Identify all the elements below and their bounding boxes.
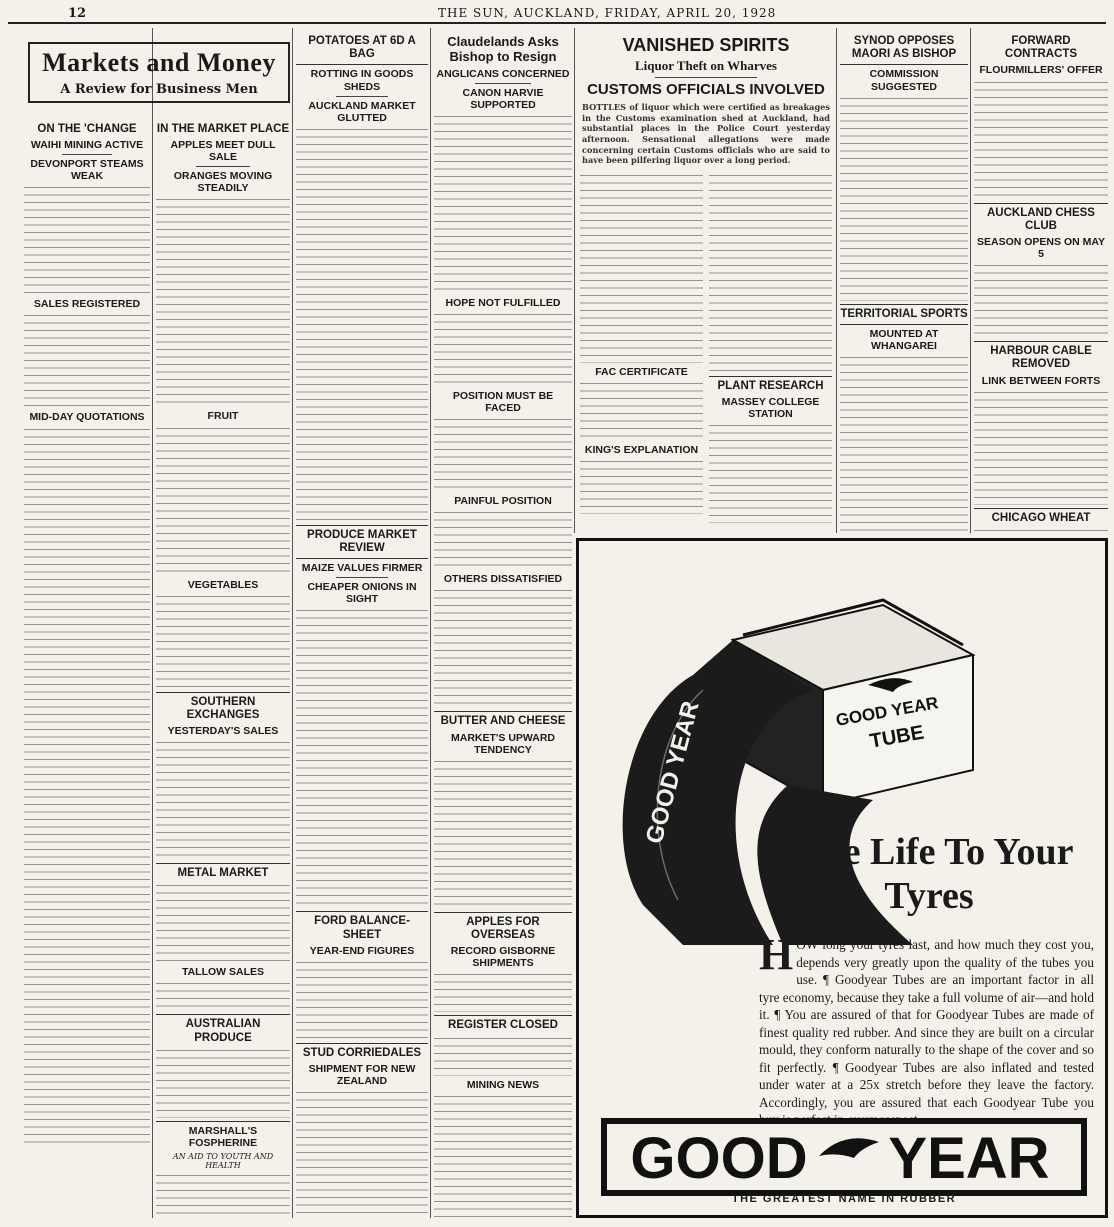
column-rule xyxy=(152,28,153,1218)
page-number: 12 xyxy=(68,6,87,21)
potatoes-sub: ROTTING IN GOODS SHEDS xyxy=(310,68,414,93)
article-text xyxy=(434,417,572,492)
article-text xyxy=(434,1036,572,1076)
article-text xyxy=(156,740,290,860)
plant-heading: PLANT RESEARCH xyxy=(717,379,824,392)
column-rule xyxy=(430,28,431,1218)
article-text xyxy=(974,80,1108,200)
goodyear-logo xyxy=(599,1116,1089,1198)
claudelands-sub-2: CANON HARVIE SUPPORTED xyxy=(462,86,544,111)
article-text xyxy=(156,197,290,407)
harbour-heading: HARBOUR CABLE REMOVED xyxy=(990,345,1092,371)
claudelands-heading: Claudelands Asks Bishop to Resign xyxy=(447,34,559,64)
column-synod xyxy=(840,32,968,536)
article-text xyxy=(580,173,703,363)
article-text xyxy=(580,381,703,441)
column-rule xyxy=(574,28,575,533)
article-text xyxy=(156,883,290,963)
synod-sub: COMMISSION SUGGESTED xyxy=(869,68,939,93)
column-rule xyxy=(970,28,971,533)
masthead xyxy=(8,4,1106,24)
ford-heading: FORD BALANCE-SHEET xyxy=(314,915,410,941)
tallow-heading: TALLOW SALES xyxy=(181,966,265,979)
market-place-sub-2: ORANGES MOVING STEADILY xyxy=(173,170,273,195)
article-text xyxy=(434,510,572,570)
change-subheading: WAIHI MINING ACTIVE xyxy=(30,139,144,152)
markets-subtitle: A Review for Business Men xyxy=(60,82,258,97)
fact-heading: FAC CERTIFICATE xyxy=(595,365,688,378)
australian-heading: AUSTRALIAN PRODUCE xyxy=(185,1018,261,1044)
article-text xyxy=(434,312,572,387)
mining-heading: MINING NEWS xyxy=(466,1078,540,1091)
spirits-sub: Liquor Theft on Wharves xyxy=(635,57,777,73)
article-text xyxy=(24,313,150,408)
stud-sub: SHIPMENT FOR NEW ZEALAND xyxy=(308,1063,416,1088)
goodyear-advertisement xyxy=(576,538,1108,1218)
potatoes-sub-2: AUCKLAND MARKET GLUTTED xyxy=(308,99,416,124)
column-potatoes xyxy=(296,32,428,1218)
article-text xyxy=(709,423,832,523)
ad-drop-cap: H xyxy=(759,930,794,979)
article-text xyxy=(296,608,428,908)
spirits-lede: BOTTLES of liquor which were certified as breakages in the Customs examination shed at Auckland, had substantial places in the Police Court yesterday afternoon. Sensational allegations were made concerning certain Customs officials who are said to have been pilfering liquor over a long period. xyxy=(582,101,830,166)
logo-year: YEAR xyxy=(888,1126,1050,1191)
territorial-sub: MOUNTED AT WHANGAREI xyxy=(869,327,939,352)
others-heading: OTHERS DISSATISFIED xyxy=(443,573,563,586)
chicago-heading: CHICAGO WHEAT xyxy=(991,511,1091,524)
marshall-heading: MARSHALL'S FOSPHERINE xyxy=(188,1124,258,1149)
butter-heading: BUTTER AND CHEESE xyxy=(440,715,566,728)
forward-sub: FLOURMILLERS' OFFER xyxy=(979,64,1103,77)
metal-heading: METAL MARKET xyxy=(177,867,269,880)
forward-heading: FORWARD CONTRACTS xyxy=(1004,35,1078,61)
article-text xyxy=(296,1090,428,1218)
position-heading: POSITION MUST BE FACED xyxy=(452,390,554,415)
synod-heading: SYNOD OPPOSES MAORI AS BISHOP xyxy=(851,35,957,61)
painful-heading: PAINFUL POSITION xyxy=(454,495,552,508)
article-text xyxy=(580,459,703,514)
marshall-sub: AN AID TO YOUTH AND HEALTH xyxy=(172,1151,274,1170)
ad-headline: Give Life To Your Tyres xyxy=(784,831,1074,917)
harbour-sub: LINK BETWEEN FORTS xyxy=(981,374,1101,387)
article-text xyxy=(156,1048,290,1118)
apples-heading: APPLES FOR OVERSEAS xyxy=(466,915,540,941)
register-heading: REGISTER CLOSED xyxy=(448,1019,558,1032)
article-text xyxy=(156,981,290,1011)
article-text xyxy=(974,390,1108,505)
article-text xyxy=(296,960,428,1040)
ford-sub: YEAR-END FIGURES xyxy=(309,944,415,957)
masthead-title: THE SUN, AUCKLAND, FRIDAY, APRIL 20, 1928 xyxy=(438,6,777,20)
article-text xyxy=(434,1094,572,1218)
ad-tagline: THE GREATEST NAME IN RUBBER xyxy=(731,1193,957,1205)
fruit-heading: FRUIT xyxy=(207,410,239,423)
article-text xyxy=(840,355,968,535)
article-text xyxy=(156,1173,290,1218)
column-rule xyxy=(836,28,837,533)
markets-title-box xyxy=(28,42,290,103)
tube-brand-text: GOOD YEAR xyxy=(640,698,705,847)
produce-heading: PRODUCE MARKET REVIEW xyxy=(307,528,417,554)
column-markets xyxy=(24,120,150,1218)
quotations-table xyxy=(24,427,150,1147)
southern-heading: SOUTHERN EXCHANGES xyxy=(186,695,260,721)
article-text xyxy=(434,588,572,708)
article-text xyxy=(296,127,428,522)
plant-sub: MASSEY COLLEGE STATION xyxy=(721,396,820,421)
article-text xyxy=(434,972,572,1012)
markets-title: Markets and Money xyxy=(42,48,276,77)
markets-section xyxy=(28,42,290,103)
column-spirits xyxy=(578,32,834,536)
ad-body xyxy=(759,930,1094,1129)
butter-sub: MARKET'S UPWARD TENDENCY xyxy=(451,731,555,756)
article-text xyxy=(709,173,832,373)
potatoes-heading: POTATOES AT 6D A BAG xyxy=(308,35,416,61)
market-place-heading: IN THE MARKET PLACE xyxy=(156,123,290,135)
column-forward xyxy=(974,32,1108,536)
midday-heading: MID-DAY QUOTATIONS xyxy=(29,411,145,424)
box-brand-text: GOOD YEAR xyxy=(834,693,940,730)
sales-heading: SALES REGISTERED xyxy=(33,298,141,311)
chess-heading: AUCKLAND CHESS CLUB xyxy=(987,206,1095,232)
spirits-heading: VANISHED SPIRITS xyxy=(622,35,790,55)
produce-sub-2: CHEAPER ONIONS IN SIGHT xyxy=(307,581,417,606)
vegetables-heading: VEGETABLES xyxy=(187,578,259,591)
produce-sub: MAIZE VALUES FIRMER xyxy=(301,562,423,575)
article-text xyxy=(156,426,290,576)
change-heading: ON THE 'CHANGE xyxy=(37,123,137,135)
change-subheading-2: DEVONPORT STEAMS WEAK xyxy=(30,158,144,183)
article-text xyxy=(434,759,572,909)
stud-heading: STUD CORRIEDALES xyxy=(302,1046,422,1059)
article-text xyxy=(156,594,290,689)
box-tube-text: TUBE xyxy=(868,721,926,753)
column-rule xyxy=(292,28,293,1218)
claudelands-sub: ANGLICANS CONCERNED xyxy=(436,67,570,80)
apples-sub: RECORD GISBORNE SHIPMENTS xyxy=(450,945,556,970)
spirits-sub-2: CUSTOMS OFFICIALS INVOLVED xyxy=(587,80,825,98)
territorial-heading: TERRITORIAL SPORTS xyxy=(840,307,968,320)
article-text xyxy=(24,185,150,295)
hope-heading: HOPE NOT FULFILLED xyxy=(445,297,561,310)
market-place-sub: APPLES MEET DULL SALE xyxy=(170,139,276,164)
article-text xyxy=(434,114,572,294)
chess-sub: SEASON OPENS ON MAY 5 xyxy=(977,235,1105,260)
logo-good: GOOD xyxy=(630,1126,808,1191)
article-text xyxy=(974,528,1108,536)
king-heading: KING'S EXPLANATION xyxy=(584,443,699,456)
ad-body-text: OW long your tyres last, and how much they cost you, depends very greatly upon the quality of the tubes you use. ¶ Goodyear Tubes are an important factor in all tyre economy, because they take a full volume of air—and hold it. ¶ You are assured of that for Goodyear Tubes are made of finest quality red rubber. And since they are built on a circular mould, they conform naturally to the shape of the cover and so fit perfectly. ¶ Goodyear Tubes are also inflated and tested under water at a 25x stretch before they leave the factory. Accordingly, you are assured that each Goodyear Tube you xyxy=(759,937,1094,1110)
column-market-place xyxy=(156,120,290,1218)
southern-sub: YESTERDAY'S SALES xyxy=(167,725,279,738)
article-text xyxy=(840,96,968,301)
article-text xyxy=(974,263,1108,338)
column-claudelands xyxy=(434,32,572,1218)
